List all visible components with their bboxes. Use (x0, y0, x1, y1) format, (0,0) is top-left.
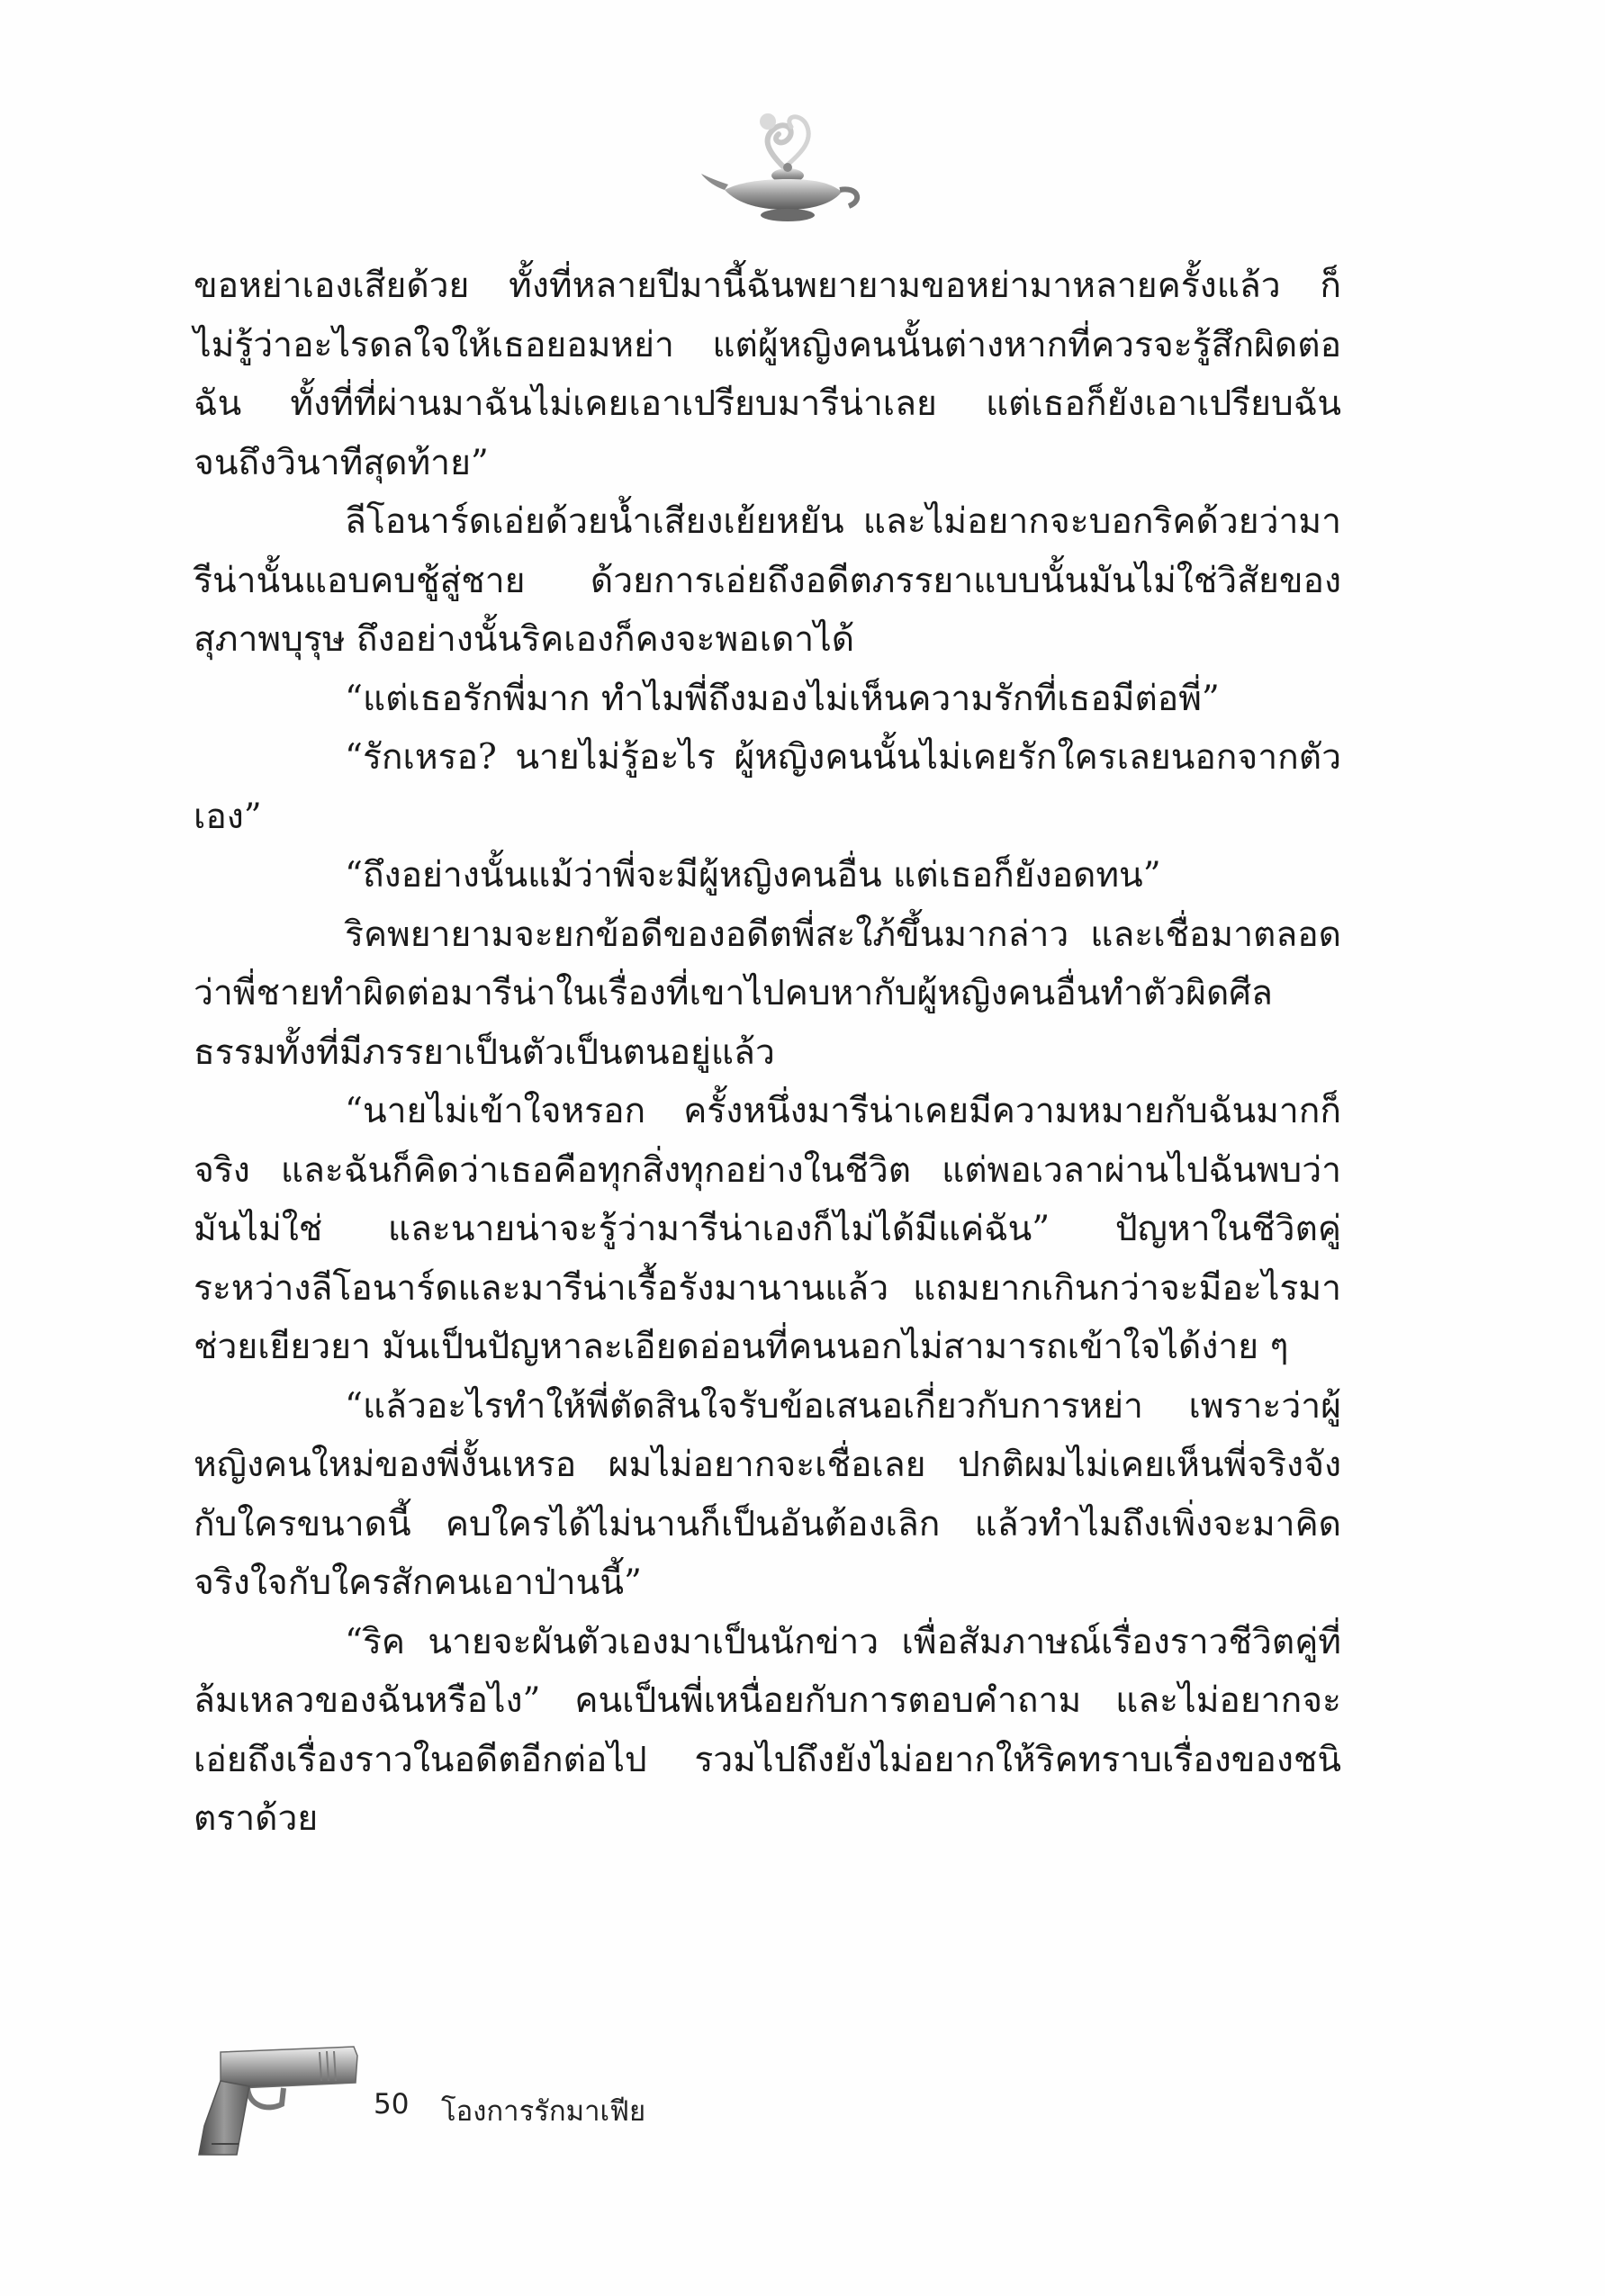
paragraph: “รักเหรอ? นายไม่รู้อะไร ผู้หญิงคนนั้นไม่เคยรักใครเลยนอกจากตัวเอง” (194, 737, 1341, 837)
page-number: 50 (374, 2088, 410, 2120)
paragraph: ลีโอนาร์ดเอ่ยด้วยน้ำเสียงเย้ยหยัน และไม่อยากจะบอกริคด้วยว่ามารีน่านั้นแอบคบชู้สู่ชาย ด้วยการเอ่ยถึงอดีตภรรยาแบบนั้นมันไม่ใช่วิสัยของสุภาพบุรุษ ถึงอย่างนั้นริคเองก็คงจะพอเดาได้ (194, 501, 1341, 660)
paragraph: “แต่เธอรักพี่มาก ทำไมพี่ถึงมองไม่เห็นความรักที่เธอมีต่อพี่” (345, 678, 1220, 719)
paragraph: “ถึงอย่างนั้นแม้ว่าพี่จะมีผู้หญิงคนอื่น แต่เธอก็ยังอดทน” (345, 855, 1161, 896)
paragraph: “นายไม่เข้าใจหรอก ครั้งหนึ่งมารีน่าเคยมีความหมายกับฉันมากก็จริง และฉันก็คิดว่าเธอคือทุกสิ่งทุกอย่างในชีวิต แต่พอเวลาผ่านไปฉันพบว่ามันไม่ใช่ และนายน่าจะรู้ว่ามารีน่าเองก็ไม่ได้มีแค่ฉัน” ปัญหาในชีวิตคู่ระหว่างลีโอนาร์ดและมารีน่าเรื้อรังมานานแล้ว แถมยากเกินกว่าจะมีอะไรมาช่วยเยียวยา มันเป็นปัญหาละเอียดอ่อนที่คนนอกไม่สามารถเข้าใจได้ง่าย ๆ (194, 1091, 1341, 1367)
pistol-icon (185, 2036, 365, 2162)
body-text (194, 257, 1341, 1849)
paragraph: “ริค นายจะผันตัวเองมาเป็นนักข่าว เพื่อสัมภาษณ์เรื่องราวชีวิตคู่ที่ล้มเหลวของฉันหรือไง” คนเป็นพี่เหนื่อยกับการตอบคำถาม และไม่อยากจะเอ่ยถึงเรื่องราวในอดีตอีกต่อไป รวมไปถึงยังไม่อยากให้ริคทราบเรื่องของชนิตราด้วย (194, 1621, 1341, 1839)
paragraph: ริคพยายามจะยกข้อดีของอดีตพี่สะใภ้ขึ้นมากล่าว และเชื่อมาตลอดว่าพี่ชายทำผิดต่อมารีน่าในเรื่องที่เขาไปคบหากับผู้หญิงคนอื่นทำตัวผิดศีลธรรมทั้งที่มีภรรยาเป็นตัวเป็นตนอยู่แล้ว (194, 914, 1341, 1073)
genie-lamp-icon (698, 104, 869, 230)
book-title: โองการรักมาเฟีย (441, 2095, 646, 2128)
paragraph: ขอหย่าเองเสียด้วย ทั้งที่หลายปีมานี้ฉันพยายามขอหย่ามาหลายครั้งแล้ว ก็ไม่รู้ว่าอะไรดลใจให้เธอยอมหย่า แต่ผู้หญิงคนนั้นต่างหากที่ควรจะรู้สึกผิดต่อฉัน ทั้งที่ที่ผ่านมาฉันไม่เคยเอาเปรียบมารีน่าเลย แต่เธอก็ยังเอาเปรียบฉันจนถึงวินาทีสุดท้าย” (194, 266, 1341, 483)
paragraph: “แล้วอะไรทำให้พี่ตัดสินใจรับข้อเสนอเกี่ยวกับการหย่า เพราะว่าผู้หญิงคนใหม่ของพี่งั้นเหรอ ผมไม่อยากจะเชื่อเลย ปกติผมไม่เคยเห็นพี่จริงจังกับใครขนาดนี้ คบใครได้ไม่นานก็เป็นอันต้องเลิก แล้วทำไมถึงเพิ่งจะมาคิดจริงใจกับใครสักคนเอาป่านนี้” (194, 1385, 1341, 1603)
page-footer (185, 2036, 815, 2171)
